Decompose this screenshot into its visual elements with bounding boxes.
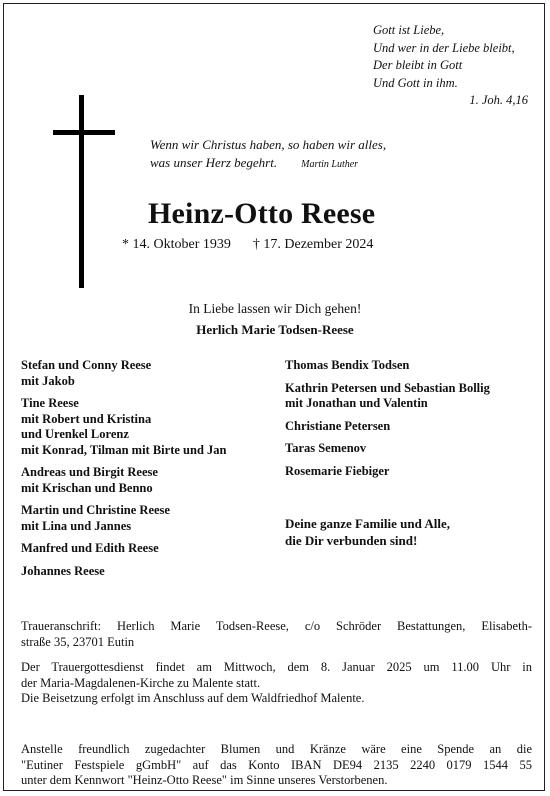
mourner-group (21, 541, 226, 557)
deceased-name: Heinz-Otto Reese (148, 197, 376, 230)
cross-icon-bar (53, 130, 115, 135)
mourner-line: mit Jakob (21, 373, 75, 388)
birth-date: * 14. Oktober 1939 (122, 237, 231, 252)
mourner-line: Rosemarie Fiebiger (285, 463, 390, 478)
mourner-line: mit Jonathan und Valentin (285, 396, 428, 410)
verse-line: Und wer in der Liebe bleibt, (373, 40, 515, 55)
mourner-group (285, 419, 490, 435)
mourner-line: Taras Semenov (285, 441, 367, 455)
farewell-line: In Liebe lassen wir Dich gehen! (188, 301, 362, 316)
cross-icon (79, 95, 84, 288)
verse-line: Und Gott in ihm. (373, 75, 458, 90)
mourner-group (285, 441, 490, 457)
service-line: Die Beisetzung erfolgt im Anschluss auf dem Waldfriedhof Malente. (21, 691, 365, 705)
closing-lines (285, 515, 450, 549)
closing-line: die Dir verbunden sind! (285, 533, 418, 548)
mourner-group (21, 564, 226, 580)
mourner-line: Andreas und Birgit Reese (21, 465, 158, 479)
donation-line: Anstelle freundlich zugedachter Blumen und Kränze wäre eine Spende an die (21, 742, 532, 756)
donation-line: unter dem Kennwort "Heinz-Otto Reese" im Sinne unseres Verstorbenen. (21, 773, 388, 787)
mourner-line: Christiane Petersen (285, 418, 391, 433)
quote-author: Martin Luther (301, 159, 359, 170)
spouse-name: Herlich Marie Todsen-Reese (196, 322, 354, 337)
funeral-address (21, 619, 532, 650)
mourner-line: Manfred und Edith Reese (21, 541, 159, 555)
address-line: straße 35, 23701 Eutin (21, 634, 135, 649)
mourner-line: und Urenkel Lorenz (21, 427, 129, 441)
mourner-group (21, 465, 226, 496)
mourner-group (21, 358, 226, 389)
mourner-group (21, 503, 226, 534)
service-line: Der Trauergottesdienst findet am Mittwoch, dem 8. Januar 2025 um 11.00 Uhr in (21, 660, 532, 674)
mourner-line: Kathrin Petersen und Sebastian Bollig (285, 380, 490, 395)
mourner-line: Johannes Reese (21, 563, 105, 578)
mourner-line: mit Lina und Jannes (21, 518, 132, 533)
death-date: † 17. Dezember 2024 (252, 237, 374, 252)
donation-line: "Eutiner Festspiele gGmbH" auf das Konto IBAN DE94 2135 2240 0179 1544 55 (21, 757, 532, 772)
service-info (21, 660, 532, 707)
mourner-line: mit Konrad, Tilman mit Birte und Jan (21, 442, 227, 457)
quote-line: Wenn wir Christus haben, so haben wir alles, (150, 137, 387, 152)
mourner-group (285, 381, 490, 412)
mourner-line: Stefan und Conny Reese (21, 358, 152, 372)
mourner-line: mit Robert und Kristina (21, 411, 152, 426)
mourner-line: Thomas Bendix Todsen (285, 358, 410, 372)
luther-quote (150, 136, 386, 174)
mourner-line: Martin und Christine Reese (21, 503, 170, 517)
verse-line: Gott ist Liebe, (373, 23, 445, 37)
mourners-left-column (21, 358, 226, 586)
verse-reference: 1. Joh. 4,16 (469, 93, 528, 107)
service-line: der Maria-Magdalenen-Kirche zu Malente statt. (21, 675, 261, 690)
verse-line: Der bleibt in Gott (373, 58, 463, 72)
mourner-line: Tine Reese (21, 396, 79, 410)
mourner-group (285, 358, 490, 374)
mourner-group (21, 396, 226, 458)
mourner-group (285, 464, 490, 480)
bible-verse (373, 22, 515, 92)
life-dates (122, 237, 373, 253)
quote-line: was unser Herz begehrt. (150, 155, 278, 170)
mourners-right-column (285, 358, 490, 486)
address-line: Traueranschrift: Herlich Marie Todsen-Reese, c/o Schröder Bestattungen, Elisabeth- (21, 619, 532, 633)
donation-info (21, 742, 532, 789)
closing-line: Deine ganze Familie und Alle, (285, 516, 451, 531)
mourner-line: mit Krischan und Benno (21, 480, 153, 495)
